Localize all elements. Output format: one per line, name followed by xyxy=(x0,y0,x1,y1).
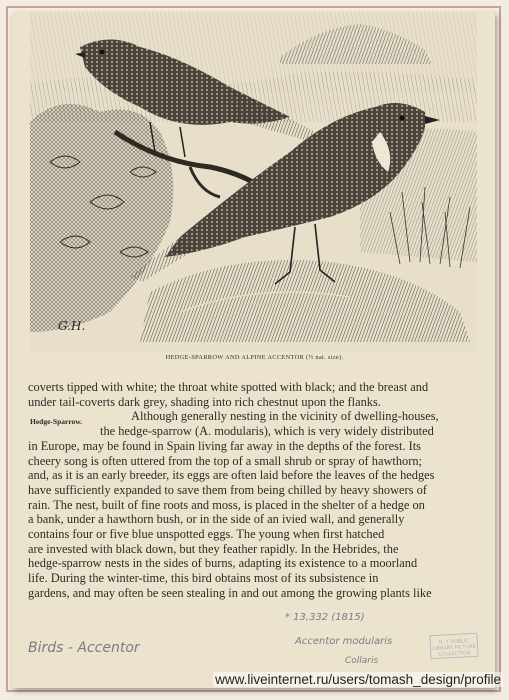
handwritten-catalog-number: * 13,332 (1815) xyxy=(285,612,365,623)
body-text xyxy=(28,380,493,601)
handwritten-species: Accentor modularis xyxy=(295,636,393,647)
figure-caption: HEDGE-SPARROW AND ALPINE ACCENTOR (½ nat. size). xyxy=(165,354,344,361)
text-line: hedge-sparrow nests in the sides of burns, adapting its existence to a moorland xyxy=(28,556,418,571)
text-line: and, as it is an early breeder, its eggs are often laid before the leaves of the hedges xyxy=(28,468,435,483)
engraving-illustration xyxy=(30,12,477,352)
text-line: Although generally nesting in the vicinity of dwelling-houses, xyxy=(131,409,439,424)
text-line: are invested with black down, but they feather rapidly. In the Hebrides, the xyxy=(28,541,399,556)
text-line: the hedge-sparrow (A. modularis), which is very widely distributed xyxy=(100,424,434,439)
margin-note: Hedge-Sparrow. xyxy=(30,417,83,426)
handwritten-category: Birds - Accentor xyxy=(28,640,140,656)
watermark-url[interactable]: www.liveinternet.ru/users/tomash_design/profile xyxy=(215,672,501,687)
text-line: gardens, and may often be seen stealing in and out among the growing plants like xyxy=(28,585,432,600)
text-line: in Europe, may be found in Spain living far away in the depths of the forest. Its xyxy=(28,438,421,453)
text-line: have sufficiently expanded to save them from being chilled by heavy showers of xyxy=(28,482,427,497)
text-line: rain. The nest, built of fine roots and moss, is placed in the shelter of a hedge on xyxy=(28,497,425,512)
library-stamp: N. Y. PUBLIC LIBRARY PICTURE COLLECTION xyxy=(429,633,478,659)
text-line: coverts tipped with white; the throat white spotted with black; and the breast and xyxy=(28,380,429,394)
handwritten-subspecies: Collaris xyxy=(345,656,379,666)
text-line: life. During the winter-time, this bird obtains most of its subsistence in xyxy=(28,571,379,586)
text-line: contains four or five blue unspotted eggs. The young when first hatched xyxy=(28,527,385,542)
artist-signature: G.H. xyxy=(58,319,86,333)
text-line: under tail-coverts dark grey, shading into rich chestnut upon the flanks. xyxy=(28,394,381,409)
text-line: cheery song is often uttered from the top of a small shrub or spray of hawthorn; xyxy=(28,453,422,468)
text-line: a bank, under a hawthorn bush, or in the side of an ivied wall, and generally xyxy=(28,512,405,527)
